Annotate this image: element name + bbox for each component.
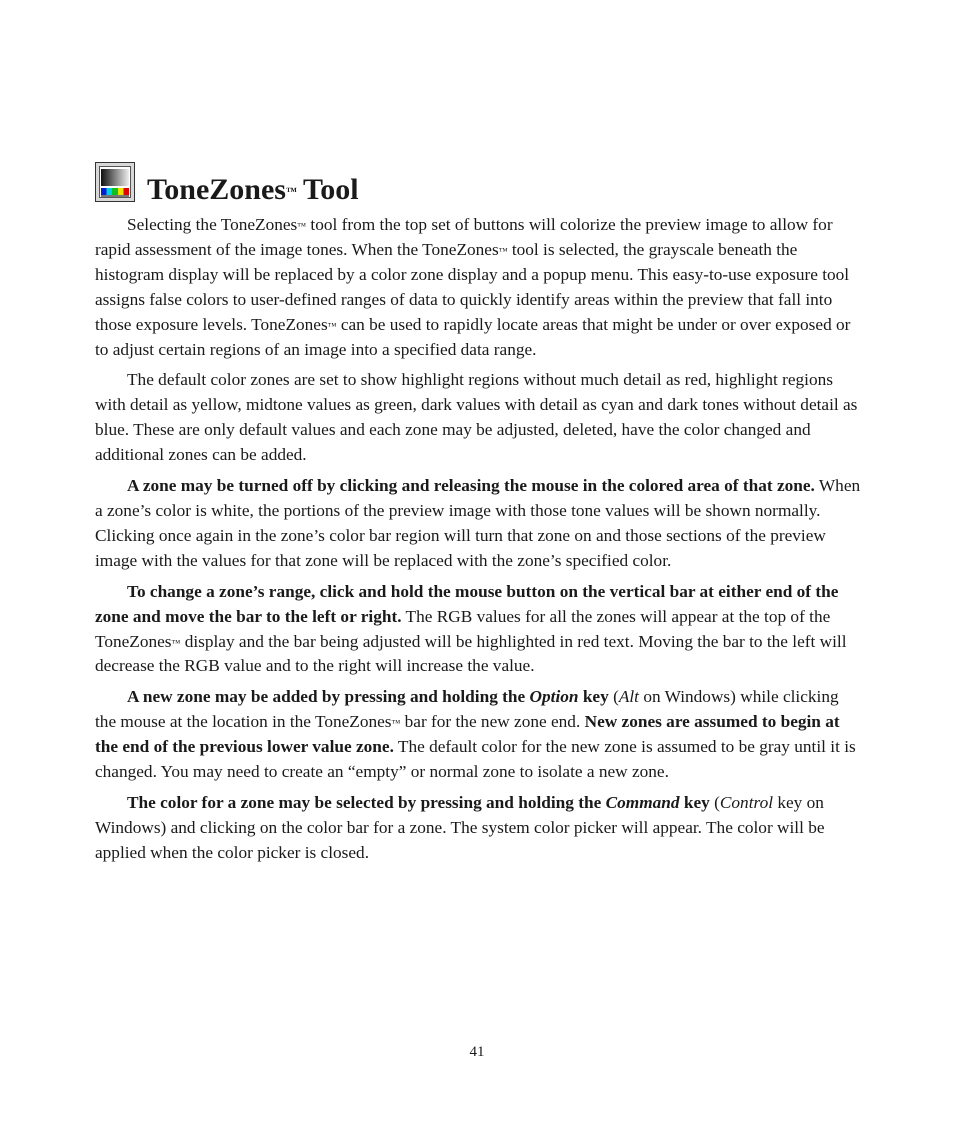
tonezones-tool-icon <box>95 162 135 202</box>
page-number: 41 <box>469 1044 485 1060</box>
paragraph-default-zones: The default color zones are set to show highlight regions without much detail as red, highlight regions with detail as yellow, midtone values as green, dark values with detail as cyan and dark tones without detail as blue. These are only default values and each zone may be adjusted, deleted, have the color changed and additional zones can be added. <box>95 370 858 465</box>
section-heading <box>95 158 359 208</box>
page-title: ToneZones™ Tool <box>147 173 359 206</box>
paragraph-add-zone: A new zone may be added by pressing and holding the Option key (Alt on Windows) while clicking the mouse at the location in the ToneZones™ bar for the new zone end. New zones are assumed to begin at the end of the previous lower value zone. The default color for the new zone is assumed to be gray until it is changed. You may need to create an “empty” or normal zone to isolate a new zone. <box>95 687 856 782</box>
document-body <box>95 213 861 872</box>
paragraph-turn-off-zone: A zone may be turned off by clicking and releasing the mouse in the colored area of that zone. When a zone’s color is white, the portions of the preview image with those tone values will be shown normally. Clicking once again in the zone’s color bar region will turn that zone on and those sections of the preview image with the values for that zone will be replaced with the zone’s specified color. <box>95 476 861 570</box>
paragraph-zone-color: The color for a zone may be selected by pressing and holding the Command key (Control key on Windows) and clicking on the color bar for a zone. The system color picker will appear. The color will be applied when the color picker is closed. <box>95 792 825 862</box>
paragraph-change-range: To change a zone’s range, click and hold the mouse button on the vertical bar at either end of the zone and move the bar to the left or right. The RGB values for all the zones will appear at the top of the ToneZones™ display and the bar being adjusted will be highlighted in red text. Moving the bar to the left will decrease the RGB value and to the right will increase the value. <box>95 581 847 676</box>
paragraph-intro: Selecting the ToneZones™ tool from the top set of buttons will colorize the preview image to allow for rapid assessment of the image tones. When the ToneZones™ tool is selected, the grayscale beneath the histogram display will be replaced by a color zone display and a popup menu. This easy-to-use exposure tool assigns false colors to user-defined ranges of data to quickly identify areas within the preview that fall into those exposure levels. ToneZones™ can be used to rapidly locate areas that might be under or over exposed or to adjust certain regions of an image into a specified data range. <box>95 215 851 359</box>
